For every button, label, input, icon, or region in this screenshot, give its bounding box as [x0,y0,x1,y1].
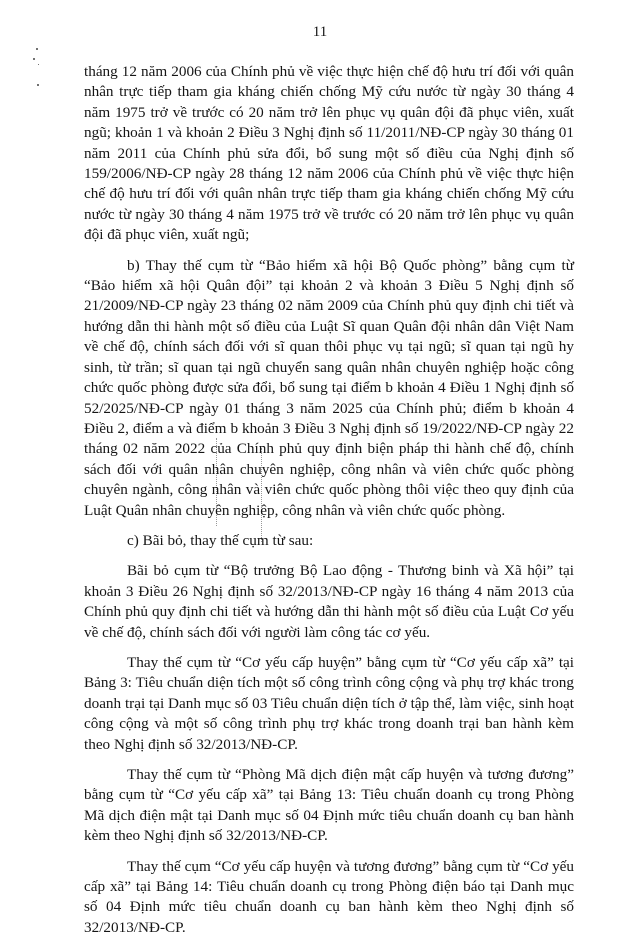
paragraph: Bãi bỏ cụm từ “Bộ trưởng Bộ Lao động - Thương binh và Xã hội” tại khoản 3 Điều 26 Nghị định số 32/2013/NĐ-CP ngày 16 tháng 4 năm 2013 của Chính phủ quy định chi tiết và hướng dẫn thi hành một số điều của Luật Cơ yếu về chế độ, chính sách đối với người làm công tác cơ yếu. [84,562,574,641]
scan-speck [33,58,35,60]
scan-speck [38,64,39,65]
scan-speck [37,84,39,86]
paragraph: Thay thế cụm từ “Cơ yếu cấp huyện” bằng cụm từ “Cơ yếu cấp xã” tại Bảng 3: Tiêu chuẩn diện tích một số công trình công cộng và phụ trợ khác trong doanh trại tại Danh mục số 03 Tiêu chuẩn diện tích ở tập thể, làm việc, sinh hoạt công cộng và một số công trình phụ trợ khác trong doanh trại ban hành kèm theo Nghị định số 32/2013/NĐ-CP. [84,653,574,753]
paragraph: Thay thế cụm từ “Phòng Mã dịch điện mật cấp huyện và tương đương” bằng cụm từ “Cơ yếu cấp xã” tại Bảng 13: Tiêu chuẩn doanh cụ trong Phòng Mã dịch điện mật tại Danh mục số 04 Định mức tiêu chuẩn doanh cụ ban hành kèm theo Nghị định số 32/2013/NĐ-CP. [84,766,574,845]
scan-speck [36,48,38,50]
paragraph: Thay thế cụm “Cơ yếu cấp huyện và tương đương” bằng cụm từ “Cơ yếu cấp xã” tại Bảng 14: Tiêu chuẩn doanh cụ trong Phòng điện báo tại Danh mục số 04 Định mức tiêu chuẩn doanh cụ ban hành kèm theo Nghị định số 32/2013/NĐ-CP. [84,857,574,936]
paragraph: c) Bãi bỏ, thay thế cụm từ sau: [127,531,314,549]
document-body [84,62,574,948]
paragraph: tháng 12 năm 2006 của Chính phủ về việc thực hiện chế độ hưu trí đối với quân nhân trực tiếp tham gia kháng chiến chống Mỹ cứu nước từ ngày 30 tháng 4 năm 1975 trở về trước có 20 năm trở lên phục vụ quân đội đã phục viên, xuất ngũ; khoản 1 và khoản 2 Điều 3 Nghị định số 11/2011/NĐ-CP ngày 30 tháng 01 năm 2011 của Chính phủ sửa đổi, bổ sung một số điều của Nghị định số 159/2006/NĐ-CP ngày 28 tháng 12 năm 2006 của Chính phủ về việc thực hiện chế độ hưu trí đối với quân nhân trực tiếp tham gia kháng chiến chống Mỹ cứu nước từ ngày 30 tháng 4 năm 1975 trở về trước có 20 năm trở lên phục vụ quân đội đã phục viên, xuất ngũ; [84,63,574,244]
paragraph: b) Thay thế cụm từ “Bảo hiểm xã hội Bộ Quốc phòng” bằng cụm từ “Bảo hiểm xã hội Quân đội” tại khoản 2 và khoản 3 Điều 5 Nghị định số 21/2009/NĐ-CP ngày 23 tháng 02 năm 2009 của Chính phủ quy định chi tiết và hướng dẫn thi hành một số điều của Luật Sĩ quan Quân đội nhân dân Việt Nam về chế độ, chính sách đối với sĩ quan thôi phục vụ tại ngũ; sĩ quan tại ngũ hy sinh, từ trần; sĩ quan tại ngũ chuyển sang quân nhân chuyên nghiệp hoặc công chức quốc phòng được sửa đổi, bổ sung tại điểm b khoản 4 Điều 1 Nghị định số 52/2025/NĐ-CP ngày 01 tháng 3 năm 2025 của Chính phủ; điểm b khoản 4 Điều 2, điểm a và điểm b khoản 3 Điều 3 Nghị định số 19/2022/NĐ-CP ngày 22 tháng 02 năm 2022 của Chính phủ quy định biện pháp thi hành chế độ, chính sách đối với quân nhân chuyên nghiệp, công nhân và viên chức quốc phòng chuyên ngành, công nhân và viên chức quốc phòng thôi việc theo quy định của Luật Quân nhân chuyên nghiệp, công nhân và viên chức quốc phòng. [84,256,574,519]
page-number: 11 [312,24,328,40]
